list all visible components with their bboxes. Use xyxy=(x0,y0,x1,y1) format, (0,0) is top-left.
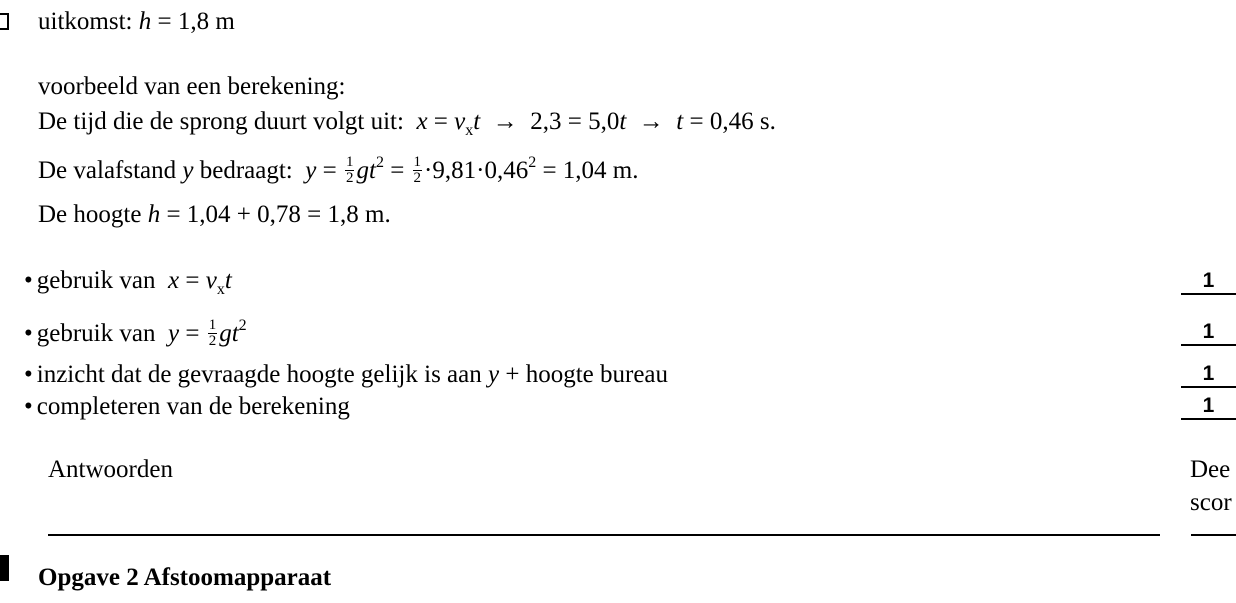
table-divider-right xyxy=(1191,534,1236,536)
score-column-label-line2: scor xyxy=(1190,489,1232,516)
answer-line: uitkomst: h = 1,8 m xyxy=(38,8,235,35)
example-heading: voorbeeld van een berekening: xyxy=(38,73,346,100)
fraction-half: $\frac{1}{2}$ xyxy=(413,153,422,186)
fraction-half: $\frac{1}{2}$ xyxy=(208,316,217,349)
section-marker xyxy=(0,555,9,581)
example-line-2: De valafstand y bedraagt: y = $\frac{1}{2}$ $gt^2$ = $\frac{1}{2}$ $\cdot 9,81\cdot 0,46^2 = 1,04$ m. xyxy=(38,153,639,186)
criterion-2: • gebruik van y = $\frac{1}{2}$ $gt^2$ xyxy=(24,316,247,349)
answer-checkbox xyxy=(0,13,9,30)
criterion-2-score: 1 xyxy=(1181,321,1236,346)
criterion-1-score: 1 xyxy=(1181,270,1236,295)
criterion-4: • completeren van de berekening xyxy=(24,393,350,420)
table-divider-left xyxy=(48,534,1160,536)
answers-column-label: Antwoorden xyxy=(48,456,173,483)
criterion-1: • gebruik van $x = v_xt$ xyxy=(24,267,232,298)
fraction-half: $\frac{1}{2}$ xyxy=(345,153,354,186)
section-title: Opgave 2 Afstoomapparaat xyxy=(38,564,332,591)
criterion-3: • inzicht dat de gevraagde hoogte gelijk is aan y + hoogte bureau xyxy=(24,361,669,388)
example-line-3: De hoogte h = 1,04 + 0,78 = 1,8 m. xyxy=(38,201,391,228)
example-line-1: De tijd die de sprong duurt volgt uit: $x = v_xt \to 2,3 = 5,0t \to t = 0,46$ s. xyxy=(38,108,776,139)
criterion-3-score: 1 xyxy=(1181,363,1236,388)
criterion-4-score: 1 xyxy=(1181,395,1236,420)
score-column-label-line1: Dee xyxy=(1190,456,1231,483)
